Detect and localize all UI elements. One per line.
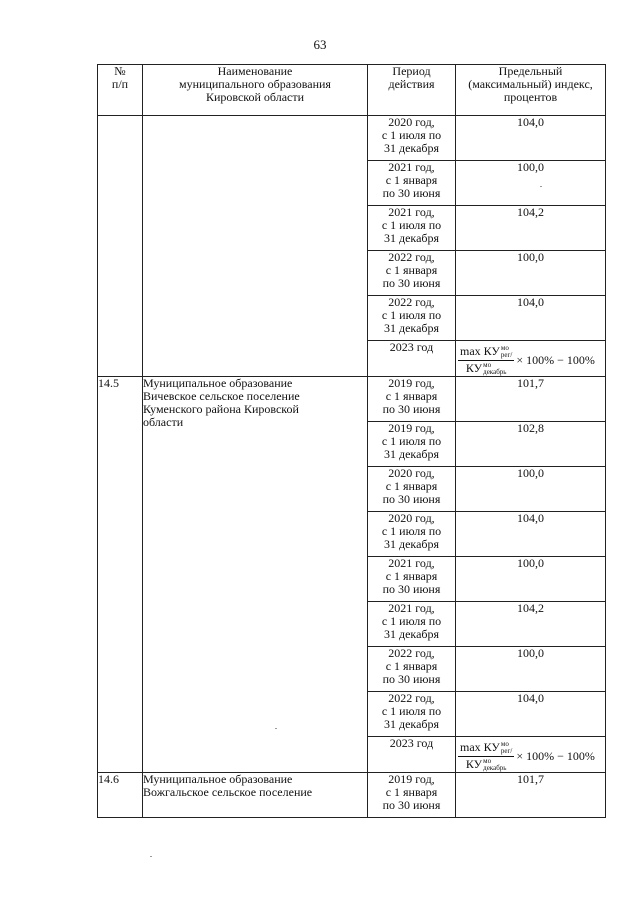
period-cell — [368, 296, 456, 341]
formula-numerator-indices — [501, 345, 512, 359]
scan-speck — [275, 728, 277, 729]
header-name-line: Наименование — [217, 64, 293, 78]
index-value-cell: 100,0 — [456, 467, 606, 512]
municipality-name-cell — [143, 116, 368, 377]
index-value-cell: 101,7 — [456, 377, 606, 422]
index-formula — [456, 341, 605, 376]
period-line: 2022 год, — [388, 250, 435, 264]
period-line: 2019 год, — [388, 772, 435, 786]
header-number — [98, 65, 143, 116]
period-cell — [368, 773, 456, 818]
period-line: 2019 год, — [388, 421, 435, 435]
index-value-cell: 100,0 — [456, 647, 606, 692]
period-cell — [368, 512, 456, 557]
period-line: по 30 июня — [382, 672, 441, 686]
page-number: 63 — [313, 37, 327, 52]
period-line: с 1 июля по — [381, 524, 442, 538]
period-line: 31 декабря — [383, 321, 440, 335]
table-body — [98, 116, 606, 818]
index-value-cell: 101,7 — [456, 773, 606, 818]
period-line: с 1 января — [385, 173, 438, 187]
period-line: с 1 июля по — [381, 704, 442, 718]
scan-speck — [540, 186, 542, 187]
formula-tail: × 100% − 100% — [516, 353, 595, 367]
period-line: 2019 год, — [388, 376, 435, 390]
header-index-line: процентов — [503, 90, 558, 104]
period-line: 31 декабря — [383, 141, 440, 155]
period-line: по 30 июня — [382, 492, 441, 506]
period-cell — [368, 116, 456, 161]
period-cell — [368, 602, 456, 647]
period-line: с 1 июля по — [381, 308, 442, 322]
formula-fraction — [458, 345, 514, 376]
scan-speck — [150, 856, 152, 857]
header-period-line: действия — [388, 77, 435, 91]
period-cell — [368, 341, 456, 377]
formula-fraction — [458, 741, 514, 772]
table-row — [98, 116, 606, 161]
formula-denominator — [464, 757, 509, 772]
header-period — [368, 65, 456, 116]
period-line: с 1 июля по — [381, 128, 442, 142]
period-line: с 1 июля по — [381, 434, 442, 448]
period-line: 31 декабря — [383, 627, 440, 641]
municipality-name-line: области — [143, 415, 184, 429]
formula-denominator-indices — [483, 758, 506, 772]
period-line: с 1 января — [385, 389, 438, 403]
index-formula-cell — [456, 341, 606, 377]
index-value-cell: 104,2 — [456, 602, 606, 647]
period-line: 31 декабря — [383, 231, 440, 245]
formula-denominator-indices — [483, 362, 506, 376]
formula-numerator — [458, 345, 514, 361]
period-cell — [368, 251, 456, 296]
period-cell — [368, 557, 456, 602]
municipality-name-line: Муниципальное образование — [143, 772, 293, 786]
table-row — [98, 773, 606, 818]
header-number-line: п/п — [111, 77, 129, 91]
period-cell — [368, 647, 456, 692]
header-index-line: Предельный — [498, 64, 563, 78]
period-line: 2020 год, — [388, 115, 435, 129]
formula-sup: мо — [500, 344, 509, 352]
formula-sup: мо — [483, 361, 492, 369]
municipality-name-cell — [143, 773, 368, 818]
period-line: с 1 января — [385, 785, 438, 799]
municipality-name-cell — [143, 377, 368, 773]
formula-sub: декабрь — [483, 368, 507, 376]
index-formula-cell — [456, 737, 606, 773]
index-formula — [456, 737, 605, 772]
period-line: с 1 января — [385, 263, 438, 277]
row-number-cell: 14.5 — [98, 377, 143, 773]
index-value-cell: 104,0 — [456, 512, 606, 557]
period-line: 2021 год, — [388, 160, 435, 174]
period-cell — [368, 206, 456, 251]
header-number-line: № — [114, 64, 126, 78]
period-line: 2020 год, — [388, 511, 435, 525]
period-line: 2022 год, — [388, 646, 435, 660]
period-line: 2020 год, — [388, 466, 435, 480]
index-value-cell: 104,2 — [456, 206, 606, 251]
period-line: 2021 год, — [388, 601, 435, 615]
index-value-cell: 104,0 — [456, 116, 606, 161]
municipality-name-line: Муниципальное образование — [143, 376, 293, 390]
period-line: 2023 год — [389, 736, 434, 750]
municipality-name-line: Вичевское сельское поселение — [143, 389, 300, 403]
formula-sub: декабрь — [483, 764, 507, 772]
period-line: 2022 год, — [388, 691, 435, 705]
period-line: 2021 год, — [388, 205, 435, 219]
formula-denominator — [464, 361, 509, 376]
row-number-cell: 14.6 — [98, 773, 143, 818]
period-cell — [368, 377, 456, 422]
formula-sub: рег/ — [500, 351, 513, 359]
municipality-name-line: Куменского района Кировской — [143, 402, 299, 416]
period-line: по 30 июня — [382, 402, 441, 416]
formula-numerator — [458, 741, 514, 757]
row-number-cell — [98, 116, 143, 377]
period-cell — [368, 422, 456, 467]
municipality-name-line: Вожгальское сельское поселение — [143, 785, 313, 799]
period-line: 31 декабря — [383, 717, 440, 731]
formula-numerator-indices — [501, 741, 512, 755]
tariff-index-table — [97, 64, 606, 818]
period-cell — [368, 467, 456, 512]
formula-denominator-text: КУ — [465, 757, 483, 771]
formula-sub: рег/ — [500, 747, 513, 755]
period-line: по 30 июня — [382, 186, 441, 200]
period-line: 31 декабря — [383, 537, 440, 551]
formula-numerator-text: max КУ — [460, 740, 500, 754]
table-header-row — [98, 65, 606, 116]
period-line: с 1 июля по — [381, 614, 442, 628]
period-cell — [368, 692, 456, 737]
header-index — [456, 65, 606, 116]
index-value-cell: 100,0 — [456, 557, 606, 602]
period-line: 2022 год, — [388, 295, 435, 309]
index-value-cell: 104,0 — [456, 296, 606, 341]
formula-numerator-text: max КУ — [460, 344, 500, 358]
header-name-line: муниципального образования — [179, 77, 331, 91]
period-line: с 1 июля по — [381, 218, 442, 232]
period-line: с 1 января — [385, 569, 438, 583]
period-line: 2021 год, — [388, 556, 435, 570]
period-line: 2023 год — [389, 340, 434, 354]
formula-denominator-text: КУ — [465, 361, 483, 375]
period-cell — [368, 161, 456, 206]
period-line: с 1 января — [385, 479, 438, 493]
formula-sup: мо — [500, 740, 509, 748]
formula-sup: мо — [483, 757, 492, 765]
period-line: по 30 июня — [382, 798, 441, 812]
formula-tail: × 100% − 100% — [516, 749, 595, 763]
header-period-line: Период — [392, 64, 431, 78]
index-value-cell: 100,0 — [456, 161, 606, 206]
period-line: 31 декабря — [383, 447, 440, 461]
period-line: по 30 июня — [382, 582, 441, 596]
header-name — [143, 65, 368, 116]
index-value-cell: 102,8 — [456, 422, 606, 467]
period-cell — [368, 737, 456, 773]
period-line: с 1 января — [385, 659, 438, 673]
index-value-cell: 104,0 — [456, 692, 606, 737]
period-line: по 30 июня — [382, 276, 441, 290]
header-name-line: Кировской области — [205, 90, 305, 104]
header-index-line: (максимальный) индекс, — [468, 77, 593, 91]
index-value-cell: 100,0 — [456, 251, 606, 296]
table-row — [98, 377, 606, 422]
